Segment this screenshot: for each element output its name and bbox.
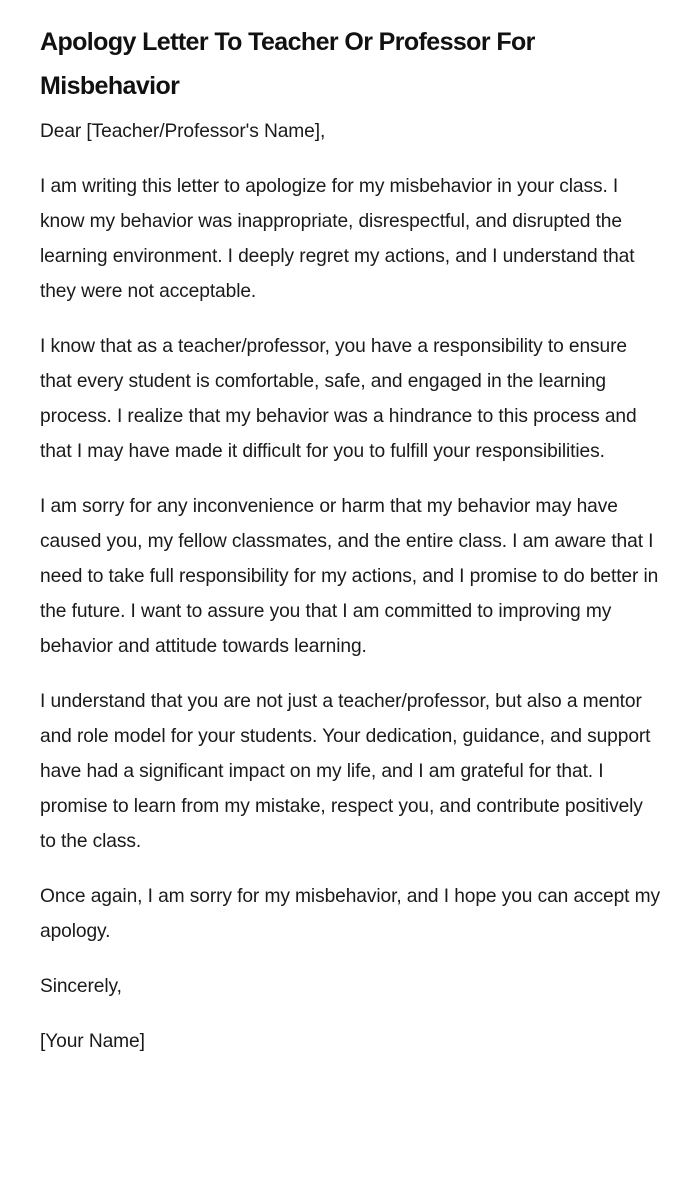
letter-title: Apology Letter To Teacher Or Professor For Misbehavior (40, 28, 535, 100)
letter-paragraph: Once again, I am sorry for my misbehavior, and I hope you can accept my apology. (40, 886, 660, 942)
letter-greeting: Dear [Teacher/Professor's Name], (40, 121, 326, 142)
letter-signature: [Your Name] (40, 1031, 145, 1052)
letter-body (40, 114, 660, 1059)
letter-paragraph: I am writing this letter to apologize for my misbehavior in your class. I know my behavior was inappropriate, disrespectful, and disrupted the learning environment. I deeply regret my actions, and I understand that they were not acceptable. (40, 176, 635, 302)
letter-closing: Sincerely, (40, 976, 122, 997)
letter-paragraph: I know that as a teacher/professor, you have a responsibility to ensure that every student is comfortable, safe, and engaged in the learning process. I realize that my behavior was a hindrance to this process and that I may have made it difficult for you to fulfill your responsibilities. (40, 336, 637, 462)
letter-paragraph: I am sorry for any inconvenience or harm that my behavior may have caused you, my fellow classmates, and the entire class. I am aware that I need to take full responsibility for my actions, and I promise to do better in the future. I want to assure you that I am committed to improving my behavior and attitude towards learning. (40, 496, 659, 657)
letter-paragraph: I understand that you are not just a teacher/professor, but also a mentor and role model for your students. Your dedication, guidance, and support have had a significant impact on my life, and I am grateful for that. I promise to learn from my mistake, respect you, and contribute positively to the class. (40, 691, 651, 852)
